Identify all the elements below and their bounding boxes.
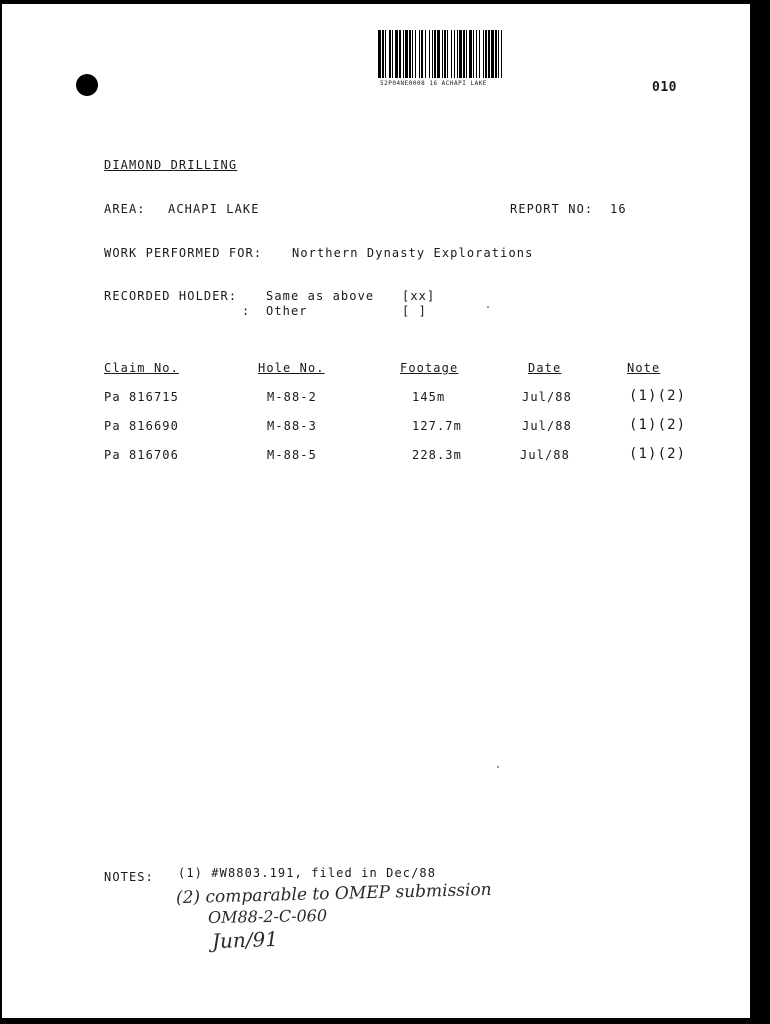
barcode-bar	[459, 30, 462, 78]
header-date: Date	[528, 361, 562, 375]
barcode-bar	[451, 30, 452, 78]
barcode-bar	[495, 30, 497, 78]
header-hole-no: Hole No.	[258, 361, 325, 375]
header-claim-no: Claim No.	[104, 361, 179, 375]
barcode-bar	[454, 30, 455, 78]
hole-punch-mark	[76, 74, 98, 96]
barcode-bar	[457, 30, 458, 78]
document-number: 010	[652, 80, 677, 95]
notes-label: NOTES:	[104, 870, 154, 884]
barcode-bar	[463, 30, 465, 78]
table-cell-footage: 228.3m	[412, 448, 462, 462]
holder-option-other: Other	[266, 304, 308, 318]
barcode-bar	[421, 30, 423, 78]
barcode-bar	[429, 30, 430, 78]
barcode-bar	[491, 30, 494, 78]
header-note: Note	[627, 361, 661, 375]
barcode-bar	[412, 30, 413, 78]
barcode-bar	[399, 30, 401, 78]
table-cell-claim: Pa 816690	[104, 419, 179, 433]
barcode-bar	[469, 30, 472, 78]
barcode-bar	[442, 30, 443, 78]
barcode-bar	[382, 30, 384, 78]
barcode-bar	[405, 30, 408, 78]
handwritten-ref-number: OM88-2-C-060	[207, 905, 328, 928]
table-cell-date: Jul/88	[522, 390, 572, 404]
barcode	[378, 30, 598, 78]
barcode-bar	[488, 30, 490, 78]
barcode-bar	[501, 30, 502, 78]
barcode-bar	[403, 30, 404, 78]
note-1-text: (1) #W8803.191, filed in Dec/88	[178, 866, 437, 880]
barcode-bar	[409, 30, 411, 78]
page-title: DIAMOND DRILLING	[104, 158, 238, 172]
table-cell-date: Jul/88	[522, 419, 572, 433]
area-label: AREA:	[104, 202, 146, 216]
table-cell-note: (1)(2)	[629, 388, 687, 404]
barcode-bar	[479, 30, 480, 78]
header-footage: Footage	[400, 361, 459, 375]
handwritten-note-2: (2) comparable to OMEP submission	[175, 879, 492, 909]
barcode-bar	[419, 30, 420, 78]
table-cell-hole: M-88-5	[267, 448, 317, 462]
barcode-bar	[395, 30, 398, 78]
barcode-bar	[483, 30, 484, 78]
barcode-bar	[485, 30, 487, 78]
barcode-bar	[378, 30, 381, 78]
handwritten-date: Jun/91	[211, 926, 279, 954]
barcode-bar	[385, 30, 386, 78]
scan-speck	[487, 306, 489, 308]
barcode-bar	[437, 30, 440, 78]
barcode-bar	[473, 30, 474, 78]
work-performed-value: Northern Dynasty Explorations	[292, 246, 534, 260]
table-cell-claim: Pa 816706	[104, 448, 179, 462]
holder-separator: :	[242, 304, 251, 318]
barcode-bar	[498, 30, 499, 78]
table-cell-date: Jul/88	[520, 448, 570, 462]
barcode-bar	[389, 30, 391, 78]
table-cell-note: (1)(2)	[629, 417, 687, 433]
scan-speck	[497, 766, 499, 768]
barcode-bar	[415, 30, 416, 78]
barcode-bar	[432, 30, 433, 78]
holder-option-same: Same as above	[266, 289, 375, 303]
barcode-bar	[447, 30, 448, 78]
table-cell-footage: 145m	[412, 390, 446, 404]
barcode-bar	[466, 30, 467, 78]
table-cell-hole: M-88-3	[267, 419, 317, 433]
barcode-bar	[444, 30, 446, 78]
table-cell-footage: 127.7m	[412, 419, 462, 433]
barcode-bar	[476, 30, 477, 78]
barcode-bar	[425, 30, 426, 78]
area-value: ACHAPI LAKE	[168, 202, 260, 216]
barcode-caption: 52P04NE0008 16 ACHAPI LAKE	[380, 80, 487, 87]
barcode-bar	[392, 30, 393, 78]
table-cell-hole: M-88-2	[267, 390, 317, 404]
barcode-bar	[434, 30, 436, 78]
document-page	[2, 4, 750, 1018]
holder-option-same-box: [xx]	[402, 289, 436, 303]
report-value: 16	[610, 202, 627, 216]
table-cell-note: (1)(2)	[629, 446, 687, 462]
work-performed-label: WORK PERFORMED FOR:	[104, 246, 263, 260]
recorded-holder-label: RECORDED HOLDER:	[104, 289, 238, 303]
holder-option-other-box: [ ]	[402, 304, 427, 318]
report-label: REPORT NO:	[510, 202, 594, 216]
table-cell-claim: Pa 816715	[104, 390, 179, 404]
